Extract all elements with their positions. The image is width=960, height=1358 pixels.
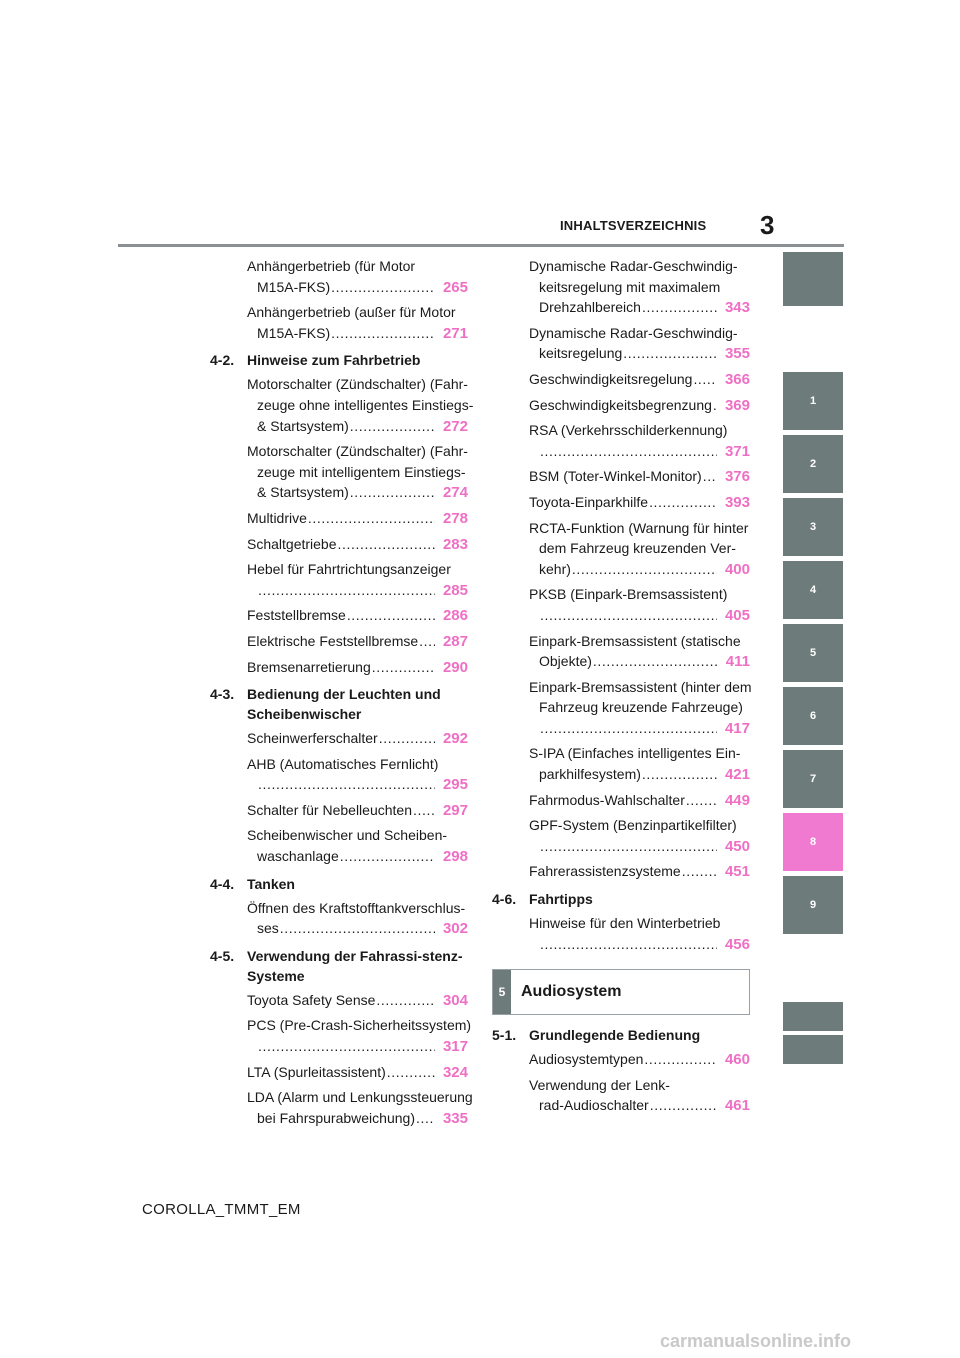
toc-entry-line: [529, 836, 750, 858]
toc-entry-line: [529, 466, 750, 488]
toc-page-number[interactable]: 369: [724, 396, 750, 414]
toc-entry[interactable]: [210, 1087, 473, 1129]
leader-dots: [644, 1049, 717, 1070]
toc-entry-label: Scheinwerferschalter: [247, 730, 378, 747]
chapter-tab-4[interactable]: [783, 561, 843, 619]
toc-entry-line: [247, 657, 468, 679]
toc-page-number[interactable]: 278: [442, 509, 468, 527]
toc-entry[interactable]: [210, 508, 468, 530]
toc-entry[interactable]: [492, 677, 750, 740]
toc-page-number[interactable]: 290: [442, 658, 468, 676]
leader-dots: [379, 728, 435, 749]
toc-entry[interactable]: [492, 395, 750, 417]
toc-page-number[interactable]: 265: [442, 278, 468, 296]
chapter-tab-label: 7: [809, 773, 817, 785]
chapter-tab-label: 9: [809, 899, 817, 911]
leader-dots: [593, 651, 717, 672]
toc-entry-line: [247, 534, 468, 556]
toc-entry-label: Dynamische Radar-Geschwindig-: [529, 258, 738, 274]
leader-dots: [693, 369, 717, 390]
toc-entry-label: & Startsystem): [257, 484, 349, 501]
header-rule: [118, 244, 844, 247]
toc-page-number[interactable]: 274: [442, 484, 468, 502]
toc-entry-label: PKSB (Einpark-Bremsassistent): [529, 586, 728, 603]
toc-entry[interactable]: [210, 754, 468, 796]
toc-page-number[interactable]: 298: [442, 848, 468, 866]
chapter-tab-label: 6: [809, 710, 817, 722]
toc-page-number[interactable]: 287: [442, 632, 468, 650]
toc-entry-line: [529, 631, 750, 652]
toc-entry-line: [247, 990, 468, 1012]
toc-entry-label: Hebel für Fahrtrichtungsanzeiger: [247, 561, 451, 578]
toc-page-number[interactable]: 456: [724, 935, 750, 953]
toc-entry-label: Fahrerassistenzsysteme: [529, 863, 681, 880]
toc-page-number[interactable]: 295: [442, 776, 468, 794]
toc-entry-line: [247, 754, 468, 775]
toc-entry-line: [529, 277, 750, 298]
toc-section-4-2: [210, 350, 468, 370]
toc-section-5-1: [492, 1025, 750, 1045]
toc-entry-label: RSA (Verkehrsschilderkennung): [529, 422, 728, 439]
toc-page-number[interactable]: 272: [442, 417, 468, 435]
toc-page-number[interactable]: 460: [724, 1051, 750, 1069]
toc-entry-label: Feststellbremse: [247, 607, 346, 624]
leader-dots: [258, 580, 435, 601]
leader-dots: [649, 492, 717, 513]
chapter-tab-label: 8: [809, 836, 817, 848]
toc-entry-line: [529, 605, 750, 627]
toc-entry-label: Objekte): [539, 653, 592, 670]
toc-page-number[interactable]: 451: [724, 863, 750, 881]
toc-entry-line: [529, 256, 750, 277]
toc-entry[interactable]: [492, 743, 750, 785]
chapter-tab-6[interactable]: [783, 687, 843, 745]
toc-entry-label: BSM (Toter-Winkel-Monitor): [529, 468, 702, 485]
toc-entry-label: GPF-System (Benzinpartikelfilter): [529, 817, 737, 834]
toc-page-number[interactable]: 317: [442, 1038, 468, 1056]
section-number: 4-6.: [492, 891, 517, 908]
toc-entry-line: [247, 1015, 472, 1036]
toc-entry-label: rad-Audioschalter: [539, 1097, 649, 1114]
toc-entry[interactable]: [210, 441, 468, 504]
toc-entry[interactable]: [210, 800, 468, 822]
chapter-tab-label: 3: [809, 521, 817, 533]
toc-entry-line: [529, 441, 750, 463]
toc-entry-line: [247, 918, 468, 940]
toc-entry-line: [529, 743, 750, 764]
toc-entry[interactable]: [492, 1049, 750, 1071]
toc-entry[interactable]: [492, 790, 750, 812]
toc-entry[interactable]: [210, 1015, 472, 1057]
toc-entry-line: [247, 631, 468, 653]
section-number: 5-1.: [492, 1027, 517, 1044]
toc-entry-line: [247, 256, 468, 277]
toc-entry[interactable]: [210, 302, 468, 344]
toc-page-number[interactable]: 450: [724, 837, 750, 855]
toc-entry-line: [247, 800, 468, 822]
toc-entry[interactable]: [492, 631, 750, 673]
leader-dots: [713, 395, 717, 416]
toc-page-number[interactable]: 355: [724, 345, 750, 363]
toc-entry[interactable]: [492, 518, 750, 581]
toc-page-number[interactable]: 417: [724, 719, 750, 737]
toc-entry-line: [247, 559, 468, 580]
toc-entry-label: Audiosystemtypen: [529, 1051, 644, 1068]
toc-entry-label: Geschwindigkeitsbegrenzung: [529, 396, 712, 413]
leader-dots: [572, 559, 717, 580]
toc-entry-line: [529, 323, 750, 344]
leader-dots: [347, 605, 435, 626]
toc-entry-label: Anhängerbetrieb (außer für Motor: [247, 304, 456, 321]
toc-page-number[interactable]: 393: [724, 493, 750, 511]
toc-right-column: [492, 252, 750, 1117]
leader-dots: [308, 508, 435, 529]
toc-entry[interactable]: [210, 728, 468, 750]
toc-entry-line: [529, 395, 750, 417]
toc-entry-label: Multidrive: [247, 509, 307, 526]
toc-page-number[interactable]: 411: [725, 653, 750, 671]
leader-dots: [338, 534, 435, 555]
chapter-title: Audiosystem: [521, 983, 622, 1001]
toc-entry-line: [247, 898, 468, 919]
toc-entry[interactable]: [492, 466, 750, 488]
leader-dots: [350, 416, 435, 437]
toc-entry[interactable]: [210, 1062, 468, 1084]
toc-page-number[interactable]: 283: [442, 535, 468, 553]
section-number: 4-4.: [210, 875, 235, 892]
chapter-tab-appendix[interactable]: [783, 1035, 843, 1064]
toc-entry-line: [247, 277, 468, 299]
toc-entry-line: [247, 846, 468, 868]
toc-entry-line: [247, 1087, 473, 1108]
toc-entry-line: [247, 462, 468, 483]
leader-dots: [682, 861, 717, 882]
leader-dots: [540, 605, 717, 626]
toc-entry[interactable]: [210, 256, 468, 298]
toc-entry[interactable]: [492, 815, 750, 857]
leader-dots: [703, 466, 717, 487]
toc-entry-label: keitsregelung mit maximalem: [539, 278, 721, 295]
toc-entry-label: Einpark-Bremsassistent (statische: [529, 632, 741, 649]
toc-entry-line: [529, 913, 750, 934]
toc-entry[interactable]: [210, 631, 468, 653]
section-title: Hinweise zum Fahrbetrieb: [247, 352, 421, 369]
toc-page-number[interactable]: 371: [724, 442, 750, 460]
leader-dots: [642, 764, 717, 785]
toc-entry-label: Motorschalter (Zündschalter) (Fahr-: [247, 376, 468, 393]
toc-entry-line: [529, 420, 750, 441]
leader-dots: [686, 790, 717, 811]
page-number: 3: [760, 210, 775, 240]
leader-dots: [540, 934, 717, 955]
toc-entry-line: [247, 1108, 468, 1130]
toc-entry-line: [247, 580, 468, 602]
toc-entry-label: dem Fahrzeug kreuzenden Ver-: [539, 540, 736, 557]
leader-dots: [413, 800, 435, 821]
toc-entry-label: waschanlage: [257, 848, 339, 865]
leader-dots: [376, 990, 435, 1011]
toc-entry[interactable]: [210, 898, 468, 940]
toc-page-number[interactable]: 421: [724, 766, 750, 784]
toc-page-number[interactable]: 343: [724, 299, 750, 317]
toc-entry-label: LTA (Spurleitassistent): [247, 1063, 386, 1080]
toc-entry-line: [529, 677, 750, 698]
toc-entry-line: [247, 605, 468, 627]
toc-entry-line: [247, 441, 468, 462]
toc-entry-label: Toyota-Einparkhilfe: [529, 493, 649, 510]
toc-entry-label: Bremsenarretierung: [247, 658, 371, 675]
toc-entry-line: [247, 482, 468, 504]
toc-left-column: [210, 252, 474, 1129]
leader-dots: [540, 836, 717, 857]
toc-page-number[interactable]: 376: [724, 468, 750, 486]
toc-entry[interactable]: [492, 861, 750, 883]
toc-entry-line: [529, 1049, 750, 1071]
leader-dots: [642, 297, 717, 318]
toc-entry-label: Geschwindigkeitsregelung: [529, 370, 693, 387]
toc-entry-line: [247, 1036, 468, 1058]
toc-entry[interactable]: [492, 420, 750, 462]
toc-entry-label: S-IPA (Einfaches intelligentes Ein-: [529, 745, 741, 762]
toc-page-number[interactable]: 302: [442, 920, 468, 938]
toc-entry-line: [247, 395, 474, 416]
header-title: INHALTSVERZEICHNIS: [560, 218, 707, 233]
toc-entry-label: Dynamische Radar-Geschwindig-: [529, 324, 738, 341]
toc-page-number[interactable]: 449: [724, 791, 750, 809]
leader-dots: [540, 441, 717, 462]
toc-entry-line: [529, 764, 750, 786]
toc-entry[interactable]: [492, 584, 750, 626]
toc-entry-line: [529, 538, 750, 559]
toc-entry-line: [529, 343, 750, 365]
chapter-number: 5: [493, 970, 511, 1014]
toc-entry-label: Einpark-Bremsassistent (hinter dem: [529, 678, 752, 695]
toc-entry-label: bei Fahrspurabweichung): [257, 1109, 415, 1126]
toc-entry-label: zeuge mit intelligentem Einstiegs-: [257, 463, 466, 480]
toc-entry[interactable]: [210, 605, 468, 627]
toc-entry-line: [529, 559, 750, 581]
leader-dots: [280, 918, 435, 939]
section-title: Bedienung der Leuchten und Scheibenwischer: [247, 686, 441, 723]
toc-entry-label: PCS (Pre-Crash-Sicherheitssystem): [247, 1017, 472, 1034]
toc-entry-label: Öffnen des Kraftstofftankverschlus-: [247, 899, 466, 916]
toc-page-number[interactable]: 286: [442, 607, 468, 625]
toc-entry[interactable]: [492, 492, 750, 514]
toc-entry-label: & Startsystem): [257, 417, 349, 434]
chapter-tab-index[interactable]: [783, 1002, 843, 1031]
toc-entry-line: [529, 297, 750, 319]
toc-entry-line: [247, 323, 468, 345]
section-title: Tanken: [247, 875, 295, 892]
toc-entry-line: [247, 774, 468, 796]
toc-entry-label: Drehzahlbereich: [539, 299, 641, 316]
toc-page-number[interactable]: 304: [442, 991, 468, 1009]
toc-entry-label: kehr): [539, 560, 571, 577]
toc-entry[interactable]: [492, 913, 750, 955]
toc-entry[interactable]: [210, 990, 468, 1012]
toc-entry-label: Verwendung der Lenk-: [529, 1076, 670, 1093]
leader-dots: [650, 1095, 717, 1116]
toc-entry-line: [529, 861, 750, 883]
section-title: Grundlegende Bedienung: [529, 1027, 701, 1044]
chapter-tab-8[interactable]: [783, 813, 843, 871]
toc-entry-label: Schalter für Nebelleuchten: [247, 801, 412, 818]
section-number: 4-5.: [210, 947, 235, 964]
chapter-tab-1[interactable]: [783, 372, 843, 430]
toc-entry-label: RCTA-Funktion (Warnung für hinter: [529, 519, 749, 536]
leader-dots: [258, 1036, 435, 1057]
leader-dots: [419, 631, 435, 652]
toc-entry-label: M15A-FKS): [257, 278, 331, 295]
toc-entry-label: Motorschalter (Zündschalter) (Fahr-: [247, 443, 468, 460]
chapter-tab-label: 4: [809, 584, 817, 596]
toc-page-number[interactable]: 285: [442, 581, 468, 599]
toc-entry-label: AHB (Automatisches Fernlicht): [247, 755, 439, 772]
toc-section-4-4: [210, 874, 468, 894]
chapter-tab-7[interactable]: [783, 750, 843, 808]
chapter-tab-top[interactable]: [783, 252, 843, 306]
toc-entry-line: [247, 374, 468, 395]
leader-dots: [387, 1062, 435, 1083]
toc-entry-line: [529, 790, 750, 812]
toc-section-4-5: [210, 946, 468, 986]
chapter-tab-3[interactable]: [783, 498, 843, 556]
toc-entry-line: [529, 651, 750, 673]
toc-entry-label: Anhängerbetrieb (für Motor: [247, 258, 416, 274]
toc-entry[interactable]: [210, 559, 468, 601]
leader-dots: [340, 846, 435, 867]
toc-entry[interactable]: [492, 323, 750, 365]
toc-entry-label: zeuge ohne intelligentes Einstiegs-: [257, 396, 474, 413]
toc-entry-line: [529, 697, 750, 718]
toc-entry-label: Hinweise für den Winterbetrieb: [529, 915, 721, 932]
leader-dots: [372, 657, 435, 678]
watermark: carmanualsonline.info: [660, 1331, 852, 1351]
toc-entry-label: ses: [257, 920, 279, 937]
toc-page-number[interactable]: 400: [724, 560, 750, 578]
toc-entry-line: [529, 815, 750, 836]
toc-entry-line: [247, 416, 468, 438]
section-number: 4-2.: [210, 352, 235, 369]
section-number: 4-3.: [210, 686, 235, 703]
toc-entry[interactable]: [492, 369, 750, 391]
toc-entry-label: keitsregelung: [539, 345, 623, 362]
toc-entry-line: [529, 718, 750, 740]
leader-dots: [258, 774, 435, 795]
toc-entry-line: [247, 825, 468, 846]
chapter-heading-audiosystem[interactable]: [492, 969, 750, 1015]
toc-entry-label: LDA (Alarm und Lenkungssteuerung: [247, 1089, 473, 1106]
toc-entry[interactable]: [492, 256, 750, 319]
chapter-tab-9[interactable]: [783, 876, 843, 934]
toc-entry[interactable]: [210, 374, 474, 437]
toc-entry[interactable]: [492, 1075, 750, 1117]
toc-entry-label: Toyota Safety Sense: [247, 991, 376, 1008]
toc-entry-label: Schaltgetriebe: [247, 535, 337, 552]
toc-page-number[interactable]: 405: [724, 606, 750, 624]
toc-entry-line: [529, 1095, 750, 1117]
toc-entry-label: parkhilfesystem): [539, 766, 641, 783]
toc-entry-line: [529, 492, 750, 514]
toc-page-number[interactable]: 324: [442, 1063, 468, 1081]
toc-entry-label: Elektrische Feststellbremse: [247, 632, 419, 649]
toc-entry-label: Fahrmodus-Wahlschalter: [529, 791, 685, 808]
toc-page-number[interactable]: 335: [442, 1109, 468, 1127]
toc-section-4-3: [210, 684, 468, 724]
toc-entry-label: M15A-FKS): [257, 324, 331, 341]
chapter-tab-label: 2: [809, 458, 817, 470]
toc-entry-line: [247, 508, 468, 530]
toc-entry-line: [247, 1062, 468, 1084]
chapter-tab-5[interactable]: [783, 624, 843, 682]
toc-page-number[interactable]: 271: [442, 324, 468, 342]
toc-entry[interactable]: [210, 534, 468, 556]
toc-entry[interactable]: [210, 825, 468, 867]
section-title: Verwendung der Fahrassi-stenz-Systeme: [247, 947, 463, 984]
toc-entry[interactable]: [210, 657, 468, 679]
section-title: Fahrtipps: [529, 891, 593, 908]
leader-dots: [331, 323, 435, 344]
toc-entry-line: [529, 584, 750, 605]
chapter-tab-label: 5: [809, 647, 817, 659]
leader-dots: [331, 277, 435, 298]
toc-entry-line: [247, 728, 468, 750]
toc-page-number[interactable]: 461: [724, 1097, 750, 1115]
toc-page-number[interactable]: 297: [442, 801, 468, 819]
toc-entry-line: [247, 302, 468, 323]
toc-entry-line: [529, 369, 750, 391]
leader-dots: [540, 718, 717, 739]
footer-doc-code: COROLLA_TMMT_EM: [142, 1201, 301, 1218]
toc-entry-line: [529, 518, 750, 539]
leader-dots: [623, 343, 717, 364]
toc-section-4-6: [492, 889, 750, 909]
toc-entry-label: Scheibenwischer und Scheiben-: [247, 827, 448, 844]
toc-entry-line: [529, 934, 750, 956]
toc-page-number[interactable]: 292: [442, 730, 468, 748]
chapter-tab-label: 1: [809, 395, 817, 407]
leader-dots: [350, 482, 435, 503]
chapter-tab-2[interactable]: [783, 435, 843, 493]
toc-entry-line: [529, 1075, 750, 1096]
toc-page-number[interactable]: 366: [724, 370, 750, 388]
toc-entry-label: Fahrzeug kreuzende Fahrzeuge): [539, 699, 743, 716]
leader-dots: [416, 1108, 435, 1129]
